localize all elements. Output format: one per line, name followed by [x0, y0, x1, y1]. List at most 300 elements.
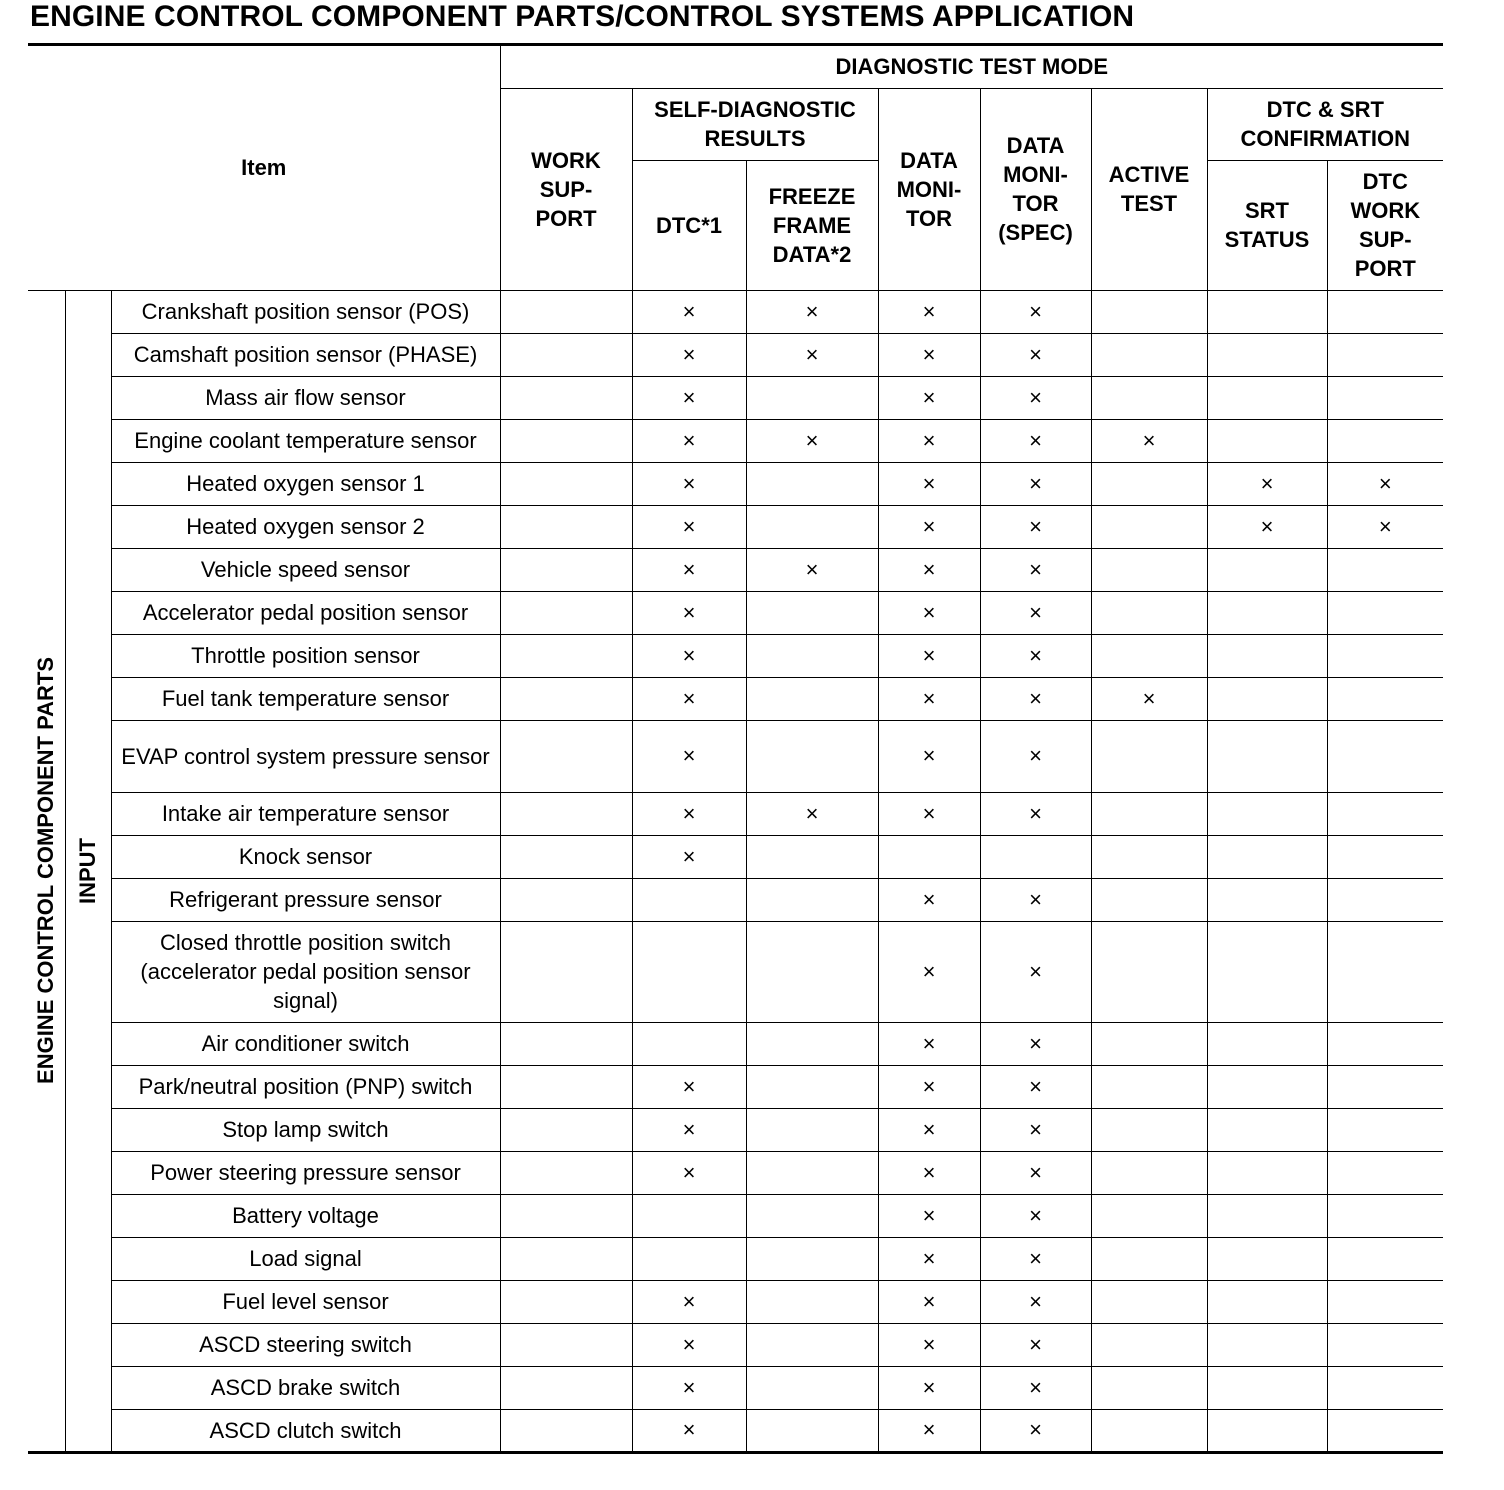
row-item-label: Vehicle speed sensor	[111, 548, 500, 591]
applicable-mark: ×	[922, 427, 936, 453]
cell-freeze-frame	[746, 505, 878, 548]
cell-work-support	[500, 720, 632, 792]
cell-srt-status	[1207, 1065, 1327, 1108]
cell-active-test	[1091, 1065, 1207, 1108]
cell-data-monitor-spec	[980, 1151, 1091, 1194]
applicable-mark: ×	[1029, 427, 1042, 453]
applicable-mark: ×	[1260, 513, 1274, 539]
cell-freeze-frame	[746, 1323, 878, 1366]
table-row	[28, 878, 1443, 921]
applicable-mark: ×	[922, 1245, 936, 1271]
row-item-label: Stop lamp switch	[111, 1108, 500, 1151]
header-active-test: ACTIVE TEST	[1091, 88, 1207, 290]
cell-srt-status	[1207, 634, 1327, 677]
row-item-label: Heated oxygen sensor 1	[111, 462, 500, 505]
row-item-label: Refrigerant pressure sensor	[111, 878, 500, 921]
table-row	[28, 1237, 1443, 1280]
table-row	[28, 921, 1443, 1022]
group-label-cell	[28, 290, 65, 1452]
applicable-mark: ×	[682, 1073, 696, 1099]
header-dtc1: DTC*1	[632, 160, 746, 290]
applicable-mark: ×	[682, 556, 696, 582]
cell-dtc-work-support	[1327, 419, 1443, 462]
table-row	[28, 1366, 1443, 1409]
cell-freeze-frame	[746, 720, 878, 792]
table-row	[28, 376, 1443, 419]
cell-freeze-frame	[746, 376, 878, 419]
cell-data-monitor	[878, 1151, 980, 1194]
cell-data-monitor	[878, 290, 980, 333]
cell-active-test	[1091, 1194, 1207, 1237]
header-item: Item	[28, 46, 500, 290]
applicable-mark: ×	[682, 743, 696, 768]
applicable-mark: ×	[1029, 1374, 1042, 1400]
applicable-mark: ×	[1029, 800, 1042, 826]
cell-data-monitor-spec	[980, 548, 1091, 591]
applicable-mark: ×	[922, 384, 936, 410]
applicable-mark: ×	[1378, 470, 1392, 496]
cell-srt-status	[1207, 419, 1327, 462]
cell-data-monitor	[878, 505, 980, 548]
cell-data-monitor-spec	[980, 720, 1091, 792]
cell-data-monitor-spec	[980, 1194, 1091, 1237]
cell-freeze-frame	[746, 419, 878, 462]
applicable-mark: ×	[682, 427, 696, 453]
cell-srt-status	[1207, 505, 1327, 548]
cell-freeze-frame	[746, 634, 878, 677]
cell-data-monitor	[878, 1065, 980, 1108]
row-item-label: Load signal	[111, 1237, 500, 1280]
applicable-mark: ×	[922, 685, 936, 711]
cell-freeze-frame	[746, 1151, 878, 1194]
row-item-label: Throttle position sensor	[111, 634, 500, 677]
cell-dtc-work-support	[1327, 1194, 1443, 1237]
applicable-mark: ×	[1029, 1159, 1042, 1185]
cell-freeze-frame	[746, 548, 878, 591]
cell-dtc-work-support	[1327, 1065, 1443, 1108]
row-item-label: Battery voltage	[111, 1194, 500, 1237]
applicable-mark: ×	[922, 800, 936, 826]
cell-active-test	[1091, 1237, 1207, 1280]
cell-data-monitor	[878, 1323, 980, 1366]
cell-dtc1	[632, 1409, 746, 1452]
cell-dtc1	[632, 462, 746, 505]
row-item-label: Intake air temperature sensor	[111, 792, 500, 835]
cell-active-test	[1091, 376, 1207, 419]
row-item-label: Mass air flow sensor	[111, 376, 500, 419]
cell-active-test	[1091, 333, 1207, 376]
cell-srt-status	[1207, 548, 1327, 591]
cell-srt-status	[1207, 878, 1327, 921]
cell-srt-status	[1207, 1237, 1327, 1280]
application-table	[28, 46, 1443, 1454]
cell-dtc1	[632, 591, 746, 634]
cell-work-support	[500, 333, 632, 376]
cell-dtc-work-support	[1327, 720, 1443, 792]
applicable-mark: ×	[922, 958, 936, 984]
cell-srt-status	[1207, 835, 1327, 878]
applicable-mark: ×	[1029, 1245, 1042, 1271]
cell-data-monitor-spec	[980, 677, 1091, 720]
cell-freeze-frame	[746, 1280, 878, 1323]
table-row	[28, 1065, 1443, 1108]
table-row	[28, 333, 1443, 376]
table-row	[28, 1194, 1443, 1237]
cell-data-monitor-spec	[980, 1366, 1091, 1409]
cell-srt-status	[1207, 792, 1327, 835]
applicable-mark: ×	[1029, 958, 1042, 984]
applicable-mark: ×	[682, 685, 696, 711]
cell-data-monitor-spec	[980, 634, 1091, 677]
cell-active-test	[1091, 1366, 1207, 1409]
cell-freeze-frame	[746, 835, 878, 878]
cell-dtc-work-support	[1327, 1366, 1443, 1409]
cell-dtc1	[632, 1237, 746, 1280]
cell-dtc1	[632, 333, 746, 376]
cell-data-monitor	[878, 677, 980, 720]
cell-dtc-work-support	[1327, 634, 1443, 677]
applicable-mark: ×	[682, 1288, 696, 1314]
cell-data-monitor	[878, 1366, 980, 1409]
header-dtc-work-support: DTC WORK SUP- PORT	[1327, 160, 1443, 290]
cell-data-monitor	[878, 835, 980, 878]
cell-data-monitor	[878, 462, 980, 505]
cell-dtc-work-support	[1327, 1280, 1443, 1323]
applicable-mark: ×	[1029, 642, 1042, 668]
cell-data-monitor-spec	[980, 505, 1091, 548]
table-row	[28, 1409, 1443, 1452]
cell-srt-status	[1207, 1366, 1327, 1409]
applicable-mark: ×	[682, 1116, 696, 1142]
header-data-monitor: DATA MONI- TOR	[878, 88, 980, 290]
applicable-mark: ×	[1029, 513, 1042, 539]
cell-dtc1	[632, 720, 746, 792]
cell-data-monitor	[878, 1194, 980, 1237]
applicable-mark: ×	[922, 341, 936, 367]
cell-freeze-frame	[746, 792, 878, 835]
cell-data-monitor-spec	[980, 1237, 1091, 1280]
cell-active-test	[1091, 1108, 1207, 1151]
cell-dtc1	[632, 1022, 746, 1065]
cell-data-monitor	[878, 1108, 980, 1151]
cell-data-monitor-spec	[980, 792, 1091, 835]
cell-work-support	[500, 878, 632, 921]
applicable-mark: ×	[682, 642, 696, 668]
table-row	[28, 835, 1443, 878]
cell-dtc1	[632, 878, 746, 921]
row-item-label: ASCD clutch switch	[111, 1409, 500, 1452]
applicable-mark: ×	[682, 1331, 696, 1357]
cell-data-monitor	[878, 792, 980, 835]
applicable-mark: ×	[922, 1374, 936, 1400]
cell-srt-status	[1207, 1280, 1327, 1323]
cell-srt-status	[1207, 462, 1327, 505]
cell-work-support	[500, 376, 632, 419]
header-work-support: WORK SUP- PORT	[500, 88, 632, 290]
cell-srt-status	[1207, 921, 1327, 1022]
cell-active-test	[1091, 677, 1207, 720]
cell-srt-status	[1207, 333, 1327, 376]
cell-data-monitor	[878, 548, 980, 591]
cell-freeze-frame	[746, 1065, 878, 1108]
cell-freeze-frame	[746, 333, 878, 376]
cell-dtc1	[632, 634, 746, 677]
cell-data-monitor	[878, 1022, 980, 1065]
row-item-label: Fuel level sensor	[111, 1280, 500, 1323]
header-dtc-srt-confirmation: DTC & SRT CONFIRMATION	[1207, 88, 1443, 160]
applicable-mark: ×	[922, 886, 936, 912]
cell-active-test	[1091, 462, 1207, 505]
cell-work-support	[500, 1151, 632, 1194]
header-srt-status: SRT STATUS	[1207, 160, 1327, 290]
applicable-mark: ×	[1029, 470, 1042, 496]
cell-data-monitor	[878, 419, 980, 462]
row-item-label: Park/neutral position (PNP) switch	[111, 1065, 500, 1108]
cell-data-monitor-spec	[980, 878, 1091, 921]
applicable-mark: ×	[805, 800, 819, 826]
applicable-mark: ×	[922, 298, 936, 324]
cell-data-monitor-spec	[980, 462, 1091, 505]
applicable-mark: ×	[922, 470, 936, 496]
cell-work-support	[500, 677, 632, 720]
table-row	[28, 462, 1443, 505]
cell-srt-status	[1207, 677, 1327, 720]
table-row	[28, 634, 1443, 677]
applicable-mark: ×	[922, 513, 936, 539]
row-item-label: Air conditioner switch	[111, 1022, 500, 1065]
page-title: ENGINE CONTROL COMPONENT PARTS/CONTROL SYSTEMS APPLICATION	[30, 0, 1135, 33]
cell-active-test	[1091, 1280, 1207, 1323]
cell-dtc1	[632, 548, 746, 591]
applicable-mark: ×	[1029, 1202, 1042, 1228]
row-item-label: Fuel tank temperature sensor	[111, 677, 500, 720]
applicable-mark: ×	[922, 642, 936, 668]
applicable-mark: ×	[1029, 1417, 1042, 1442]
cell-dtc-work-support	[1327, 333, 1443, 376]
cell-data-monitor	[878, 720, 980, 792]
cell-dtc-work-support	[1327, 1151, 1443, 1194]
cell-freeze-frame	[746, 1237, 878, 1280]
cell-dtc1	[632, 1065, 746, 1108]
cell-work-support	[500, 1022, 632, 1065]
header-freeze-frame: FREEZE FRAME DATA*2	[746, 160, 878, 290]
cell-dtc1	[632, 290, 746, 333]
cell-dtc-work-support	[1327, 1237, 1443, 1280]
cell-freeze-frame	[746, 1409, 878, 1452]
cell-data-monitor	[878, 1237, 980, 1280]
applicable-mark: ×	[922, 1116, 936, 1142]
cell-srt-status	[1207, 1409, 1327, 1452]
cell-work-support	[500, 1323, 632, 1366]
cell-work-support	[500, 419, 632, 462]
table-body	[28, 290, 1443, 1452]
applicable-mark: ×	[682, 470, 696, 496]
applicable-mark: ×	[805, 427, 819, 453]
row-item-label: Crankshaft position sensor (POS)	[111, 290, 500, 333]
cell-active-test	[1091, 835, 1207, 878]
cell-data-monitor-spec	[980, 290, 1091, 333]
cell-dtc-work-support	[1327, 548, 1443, 591]
cell-dtc1	[632, 1323, 746, 1366]
cell-dtc1	[632, 1151, 746, 1194]
cell-freeze-frame	[746, 677, 878, 720]
cell-srt-status	[1207, 1108, 1327, 1151]
row-item-label: Closed throttle position switch (accelerator pedal position sensor signal)	[111, 921, 500, 1022]
applicable-mark: ×	[805, 341, 819, 367]
applicable-mark: ×	[682, 1159, 696, 1185]
cell-data-monitor	[878, 376, 980, 419]
cell-work-support	[500, 1366, 632, 1409]
cell-freeze-frame	[746, 462, 878, 505]
cell-data-monitor-spec	[980, 1108, 1091, 1151]
cell-srt-status	[1207, 1151, 1327, 1194]
cell-active-test	[1091, 505, 1207, 548]
cell-work-support	[500, 462, 632, 505]
cell-data-monitor	[878, 878, 980, 921]
applicable-mark: ×	[805, 556, 819, 582]
cell-dtc1	[632, 1194, 746, 1237]
applicable-mark: ×	[922, 1030, 936, 1056]
table-row	[28, 419, 1443, 462]
cell-active-test	[1091, 1409, 1207, 1452]
cell-data-monitor-spec	[980, 419, 1091, 462]
cell-work-support	[500, 548, 632, 591]
cell-dtc-work-support	[1327, 591, 1443, 634]
table-row	[28, 1323, 1443, 1366]
applicable-mark: ×	[1029, 1116, 1042, 1142]
cell-srt-status	[1207, 1194, 1327, 1237]
applicable-mark: ×	[1142, 427, 1156, 453]
cell-srt-status	[1207, 720, 1327, 792]
subgroup-label-cell	[65, 290, 111, 1452]
table-row	[28, 1151, 1443, 1194]
header-diagnostic-test-mode: DIAGNOSTIC TEST MODE	[500, 46, 1443, 88]
applicable-mark: ×	[1260, 470, 1274, 496]
cell-srt-status	[1207, 290, 1327, 333]
cell-work-support	[500, 835, 632, 878]
table-row	[28, 1022, 1443, 1065]
applicable-mark: ×	[1029, 1073, 1042, 1099]
applicable-mark: ×	[922, 556, 936, 582]
applicable-mark: ×	[1029, 341, 1042, 367]
applicable-mark: ×	[922, 1288, 936, 1314]
cell-work-support	[500, 1409, 632, 1452]
cell-freeze-frame	[746, 290, 878, 333]
cell-work-support	[500, 921, 632, 1022]
table-row	[28, 290, 1443, 333]
applicable-mark: ×	[922, 743, 936, 768]
header-self-diagnostic-results: SELF-DIAGNOSTIC RESULTS	[632, 88, 878, 160]
cell-data-monitor	[878, 1409, 980, 1452]
cell-active-test	[1091, 419, 1207, 462]
cell-dtc1	[632, 835, 746, 878]
cell-work-support	[500, 505, 632, 548]
applicable-mark: ×	[1029, 556, 1042, 582]
cell-dtc-work-support	[1327, 1022, 1443, 1065]
cell-data-monitor	[878, 1280, 980, 1323]
applicable-mark: ×	[1029, 886, 1042, 912]
cell-freeze-frame	[746, 591, 878, 634]
applicable-mark: ×	[1378, 513, 1392, 539]
table-row	[28, 792, 1443, 835]
cell-dtc1	[632, 677, 746, 720]
cell-dtc1	[632, 376, 746, 419]
applicable-mark: ×	[1029, 685, 1042, 711]
cell-dtc-work-support	[1327, 1409, 1443, 1452]
row-item-label: Power steering pressure sensor	[111, 1151, 500, 1194]
table-row	[28, 1108, 1443, 1151]
cell-freeze-frame	[746, 1022, 878, 1065]
cell-active-test	[1091, 720, 1207, 792]
applicable-mark: ×	[682, 843, 696, 869]
table-row	[28, 591, 1443, 634]
cell-dtc-work-support	[1327, 677, 1443, 720]
applicable-mark: ×	[682, 298, 696, 324]
cell-work-support	[500, 591, 632, 634]
applicable-mark: ×	[1029, 1288, 1042, 1314]
row-item-label: Heated oxygen sensor 2	[111, 505, 500, 548]
cell-srt-status	[1207, 376, 1327, 419]
cell-dtc1	[632, 1108, 746, 1151]
cell-dtc1	[632, 921, 746, 1022]
cell-dtc1	[632, 792, 746, 835]
cell-active-test	[1091, 1323, 1207, 1366]
table-row	[28, 1280, 1443, 1323]
cell-freeze-frame	[746, 921, 878, 1022]
cell-dtc1	[632, 1366, 746, 1409]
applicable-mark: ×	[682, 1417, 696, 1442]
applicable-mark: ×	[682, 513, 696, 539]
cell-data-monitor	[878, 333, 980, 376]
cell-active-test	[1091, 548, 1207, 591]
table-row	[28, 548, 1443, 591]
cell-active-test	[1091, 1022, 1207, 1065]
row-item-label: Engine coolant temperature sensor	[111, 419, 500, 462]
table-row	[28, 677, 1443, 720]
cell-data-monitor-spec	[980, 921, 1091, 1022]
cell-srt-status	[1207, 1022, 1327, 1065]
cell-active-test	[1091, 290, 1207, 333]
row-item-label: Camshaft position sensor (PHASE)	[111, 333, 500, 376]
header-data-monitor-spec: DATA MONI- TOR (SPEC)	[980, 88, 1091, 290]
applicable-mark: ×	[682, 599, 696, 625]
cell-active-test	[1091, 792, 1207, 835]
cell-dtc-work-support	[1327, 792, 1443, 835]
applicable-mark: ×	[1029, 743, 1042, 768]
table-row	[28, 720, 1443, 792]
cell-dtc-work-support	[1327, 1108, 1443, 1151]
cell-dtc1	[632, 1280, 746, 1323]
table-row	[28, 505, 1443, 548]
cell-data-monitor	[878, 591, 980, 634]
cell-data-monitor	[878, 921, 980, 1022]
cell-dtc-work-support	[1327, 1323, 1443, 1366]
applicable-mark: ×	[922, 1202, 936, 1228]
row-item-label: Knock sensor	[111, 835, 500, 878]
cell-srt-status	[1207, 591, 1327, 634]
cell-active-test	[1091, 634, 1207, 677]
applicable-mark: ×	[922, 1331, 936, 1357]
cell-freeze-frame	[746, 1366, 878, 1409]
applicable-mark: ×	[922, 1073, 936, 1099]
cell-data-monitor-spec	[980, 1065, 1091, 1108]
applicable-mark: ×	[922, 599, 936, 625]
row-item-label: ASCD steering switch	[111, 1323, 500, 1366]
cell-srt-status	[1207, 1323, 1327, 1366]
cell-dtc1	[632, 505, 746, 548]
cell-dtc1	[632, 419, 746, 462]
applicable-mark: ×	[1029, 1030, 1042, 1056]
